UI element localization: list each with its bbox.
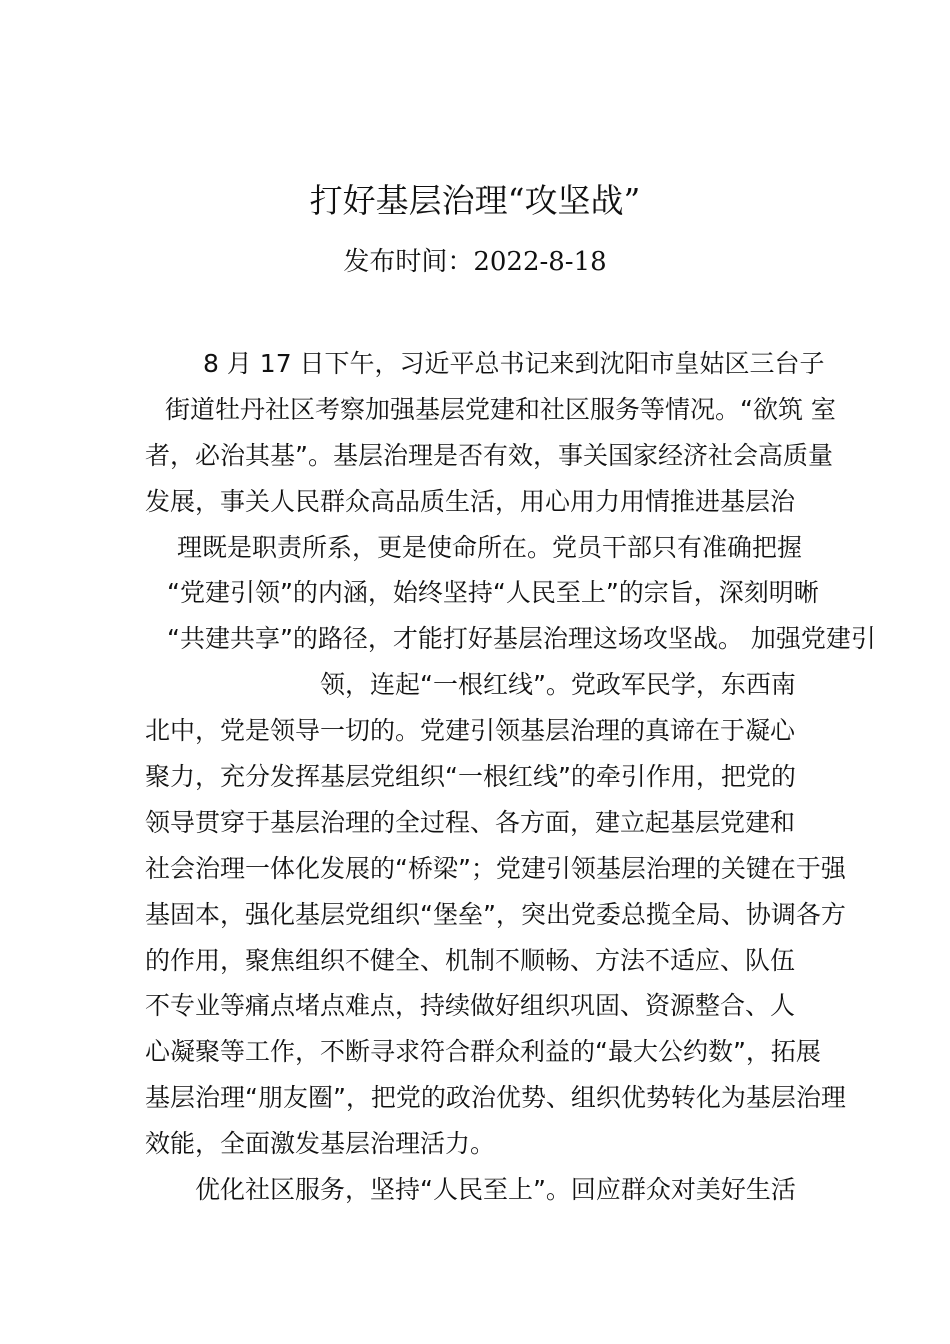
article-body [145,341,876,1213]
text-line: 领，连起“一根红线”。党政军民学，东西南 [320,670,796,700]
text-line: “共建共享”的路径，才能打好基层治理这场攻坚战。 加强党建引 [167,624,876,654]
text-line: 基固本，强化基层党组织“堡垒”，突出党委总揽全局、协调各方 [145,899,846,929]
text-line: “党建引领”的内涵，始终坚持“人民至上”的宗旨，深刻明晰 [167,578,819,608]
text-line: 8 月 17 日下午，习近平总书记来到沈阳市皇姑区三台子 [203,349,825,378]
text-line: 聚力，充分发挥基层党组织“一根红线”的牵引作用，把党的 [145,762,796,792]
publish-date: 发布时间：2022-8-18 [343,247,607,277]
article-title: 打好基层治理“攻坚战” [309,181,641,220]
text-line: 理既是职责所系，更是使命所在。党员干部只有准确把握 [177,532,803,562]
text-line: 的作用，聚焦组织不健全、机制不顺畅、方法不适应、队伍 [145,945,796,975]
text-line: 心凝聚等工作，不断寻求符合群众利益的“最大公约数”，拓展 [145,1037,821,1067]
text-line: 不专业等痛点堵点难点，持续做好组织巩固、资源整合、人 [145,991,796,1021]
text-line: 者，必治其基”。基层治理是否有效，事关国家经济社会高质量 [145,440,833,470]
text-line: 效能，全面激发基层治理活力。 [145,1129,496,1159]
text-line: 街道牡丹社区考察加强基层党建和社区服务等情况。“欲筑 室 [165,394,836,424]
text-line: 发展，事关人民群众高品质生活，用心用力用情推进基层治 [145,486,796,516]
text-line: 基层治理“朋友圈”，把党的政治优势、组织优势转化为基层治理 [145,1083,846,1113]
text-line: 领导贯穿于基层治理的全过程、各方面，建立起基层党建和 [145,807,796,837]
text-line: 北中，党是领导一切的。党建引领基层治理的真谛在于凝心 [145,716,796,746]
text-line: 优化社区服务，坚持“人民至上”。回应群众对美好生活 [195,1175,796,1205]
text-line: 社会治理一体化发展的“桥梁”；党建引领基层治理的关键在于强 [145,853,846,883]
